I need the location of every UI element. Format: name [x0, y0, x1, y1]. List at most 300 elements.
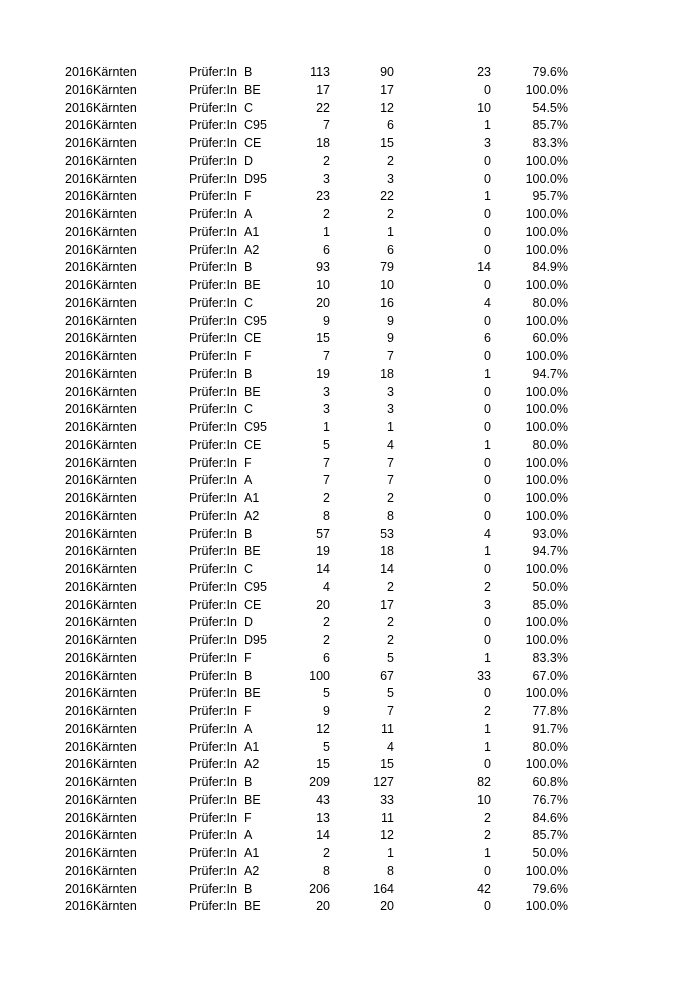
license-class-cell: D [244, 615, 254, 630]
region-cell: Kärnten [93, 260, 137, 275]
year-cell: 2016 [65, 899, 93, 914]
region-cell: Kärnten [93, 668, 137, 683]
total-count-cell: 19 [316, 366, 330, 381]
table-row [0, 330, 700, 348]
failed-count-cell: 0 [484, 278, 491, 292]
failed-count-cell: 0 [484, 473, 491, 488]
license-class-cell: A1 [244, 491, 260, 505]
year-cell: 2016 [65, 615, 93, 630]
license-class-cell: D95 [244, 633, 267, 647]
license-class-cell: CE [244, 136, 262, 150]
role-cell: Prüfer:In [189, 278, 237, 292]
passed-count-cell: 6 [387, 118, 394, 133]
table-row [0, 668, 700, 686]
region-cell: Kärnten [93, 278, 137, 292]
table-row [0, 100, 700, 118]
table-row [0, 224, 700, 242]
year-cell: 2016 [65, 207, 93, 221]
pass-rate-cell: 100.0% [525, 899, 568, 914]
passed-count-cell: 2 [387, 633, 394, 647]
region-cell: Kärnten [93, 615, 137, 630]
role-cell: Prüfer:In [189, 313, 237, 328]
failed-count-cell: 0 [484, 420, 491, 434]
region-cell: Kärnten [93, 562, 137, 576]
region-cell: Kärnten [93, 579, 137, 594]
failed-count-cell: 3 [484, 597, 491, 612]
total-count-cell: 7 [323, 118, 330, 133]
failed-count-cell: 0 [484, 562, 491, 576]
total-count-cell: 23 [316, 189, 330, 204]
region-cell: Kärnten [93, 349, 137, 363]
failed-count-cell: 6 [484, 331, 491, 346]
pass-rate-cell: 100.0% [525, 82, 568, 97]
passed-count-cell: 12 [380, 100, 394, 115]
year-cell: 2016 [65, 455, 93, 470]
total-count-cell: 15 [316, 331, 330, 346]
total-count-cell: 5 [323, 739, 330, 754]
pass-rate-cell: 100.0% [525, 402, 568, 417]
year-cell: 2016 [65, 775, 93, 789]
total-count-cell: 2 [323, 615, 330, 630]
total-count-cell: 10 [316, 278, 330, 292]
passed-count-cell: 7 [387, 349, 394, 363]
table-row [0, 64, 700, 82]
license-class-cell: F [244, 810, 252, 825]
role-cell: Prüfer:In [189, 757, 237, 772]
table-row [0, 401, 700, 419]
table-row [0, 792, 700, 810]
table-row [0, 490, 700, 508]
pass-rate-cell: 100.0% [525, 562, 568, 576]
passed-count-cell: 8 [387, 863, 394, 878]
table-row [0, 313, 700, 331]
table-row [0, 259, 700, 277]
failed-count-cell: 2 [484, 810, 491, 825]
year-cell: 2016 [65, 100, 93, 115]
total-count-cell: 22 [316, 100, 330, 115]
region-cell: Kärnten [93, 331, 137, 346]
region-cell: Kärnten [93, 881, 137, 896]
table-row [0, 366, 700, 384]
pass-rate-cell: 100.0% [525, 242, 568, 257]
table-row [0, 561, 700, 579]
total-count-cell: 3 [323, 402, 330, 417]
license-class-cell: B [244, 260, 253, 275]
year-cell: 2016 [65, 65, 93, 79]
total-count-cell: 15 [316, 757, 330, 772]
role-cell: Prüfer:In [189, 260, 237, 275]
role-cell: Prüfer:In [189, 455, 237, 470]
region-cell: Kärnten [93, 437, 137, 452]
license-class-cell: B [244, 775, 253, 789]
passed-count-cell: 11 [381, 721, 394, 736]
failed-count-cell: 0 [484, 402, 491, 417]
region-cell: Kärnten [93, 420, 137, 434]
total-count-cell: 7 [323, 349, 330, 363]
license-class-cell: A1 [244, 739, 260, 754]
license-class-cell: BE [244, 686, 261, 701]
table-row [0, 384, 700, 402]
table-row [0, 756, 700, 774]
year-cell: 2016 [65, 544, 93, 559]
pass-rate-cell: 84.6% [532, 810, 568, 825]
failed-count-cell: 42 [477, 881, 491, 896]
license-class-cell: C95 [244, 579, 267, 594]
year-cell: 2016 [65, 633, 93, 647]
table-row [0, 135, 700, 153]
table-row [0, 863, 700, 881]
license-class-cell: A [244, 473, 253, 488]
total-count-cell: 17 [316, 82, 330, 97]
year-cell: 2016 [65, 153, 93, 168]
table-row [0, 597, 700, 615]
year-cell: 2016 [65, 828, 93, 843]
passed-count-cell: 4 [387, 437, 394, 452]
license-class-cell: CE [244, 597, 262, 612]
region-cell: Kärnten [93, 810, 137, 825]
total-count-cell: 20 [316, 597, 330, 612]
role-cell: Prüfer:In [189, 686, 237, 701]
passed-count-cell: 18 [380, 544, 394, 559]
role-cell: Prüfer:In [189, 420, 237, 434]
failed-count-cell: 0 [484, 207, 491, 221]
license-class-cell: BE [244, 278, 261, 292]
license-class-cell: C95 [244, 313, 267, 328]
pass-rate-cell: 100.0% [525, 349, 568, 363]
pass-rate-cell: 84.9% [532, 260, 568, 275]
year-cell: 2016 [65, 508, 93, 523]
total-count-cell: 20 [316, 899, 330, 914]
pass-rate-cell: 85.7% [532, 828, 568, 843]
pass-rate-cell: 80.0% [532, 437, 568, 452]
year-cell: 2016 [65, 881, 93, 896]
region-cell: Kärnten [93, 739, 137, 754]
failed-count-cell: 1 [484, 846, 491, 860]
passed-count-cell: 53 [380, 526, 394, 541]
table-row [0, 898, 700, 916]
license-class-cell: BE [244, 792, 261, 807]
license-class-cell: F [244, 455, 252, 470]
license-class-cell: BE [244, 899, 261, 914]
table-row [0, 579, 700, 597]
region-cell: Kärnten [93, 704, 137, 718]
total-count-cell: 4 [323, 579, 330, 594]
license-class-cell: C [244, 402, 254, 417]
region-cell: Kärnten [93, 136, 137, 150]
table-row [0, 82, 700, 100]
pass-rate-cell: 100.0% [525, 224, 568, 239]
region-cell: Kärnten [93, 473, 137, 488]
passed-count-cell: 8 [387, 508, 394, 523]
year-cell: 2016 [65, 402, 93, 417]
role-cell: Prüfer:In [189, 100, 237, 115]
role-cell: Prüfer:In [189, 792, 237, 807]
pass-rate-cell: 100.0% [525, 686, 568, 701]
total-count-cell: 2 [323, 491, 330, 505]
failed-count-cell: 0 [484, 224, 491, 239]
passed-count-cell: 2 [387, 579, 394, 594]
license-class-cell: C95 [244, 118, 267, 133]
pass-rate-cell: 100.0% [525, 473, 568, 488]
year-cell: 2016 [65, 331, 93, 346]
failed-count-cell: 0 [484, 863, 491, 878]
table-row [0, 277, 700, 295]
total-count-cell: 209 [309, 775, 330, 789]
failed-count-cell: 0 [484, 633, 491, 647]
table-row [0, 703, 700, 721]
license-class-cell: A1 [244, 224, 260, 239]
total-count-cell: 2 [323, 846, 330, 860]
license-class-cell: B [244, 65, 253, 79]
table-row [0, 845, 700, 863]
table-row [0, 242, 700, 260]
region-cell: Kärnten [93, 863, 137, 878]
year-cell: 2016 [65, 242, 93, 257]
region-cell: Kärnten [93, 491, 137, 505]
license-class-cell: B [244, 668, 253, 683]
region-cell: Kärnten [93, 295, 137, 310]
failed-count-cell: 0 [484, 82, 491, 97]
table-row [0, 437, 700, 455]
year-cell: 2016 [65, 189, 93, 204]
year-cell: 2016 [65, 526, 93, 541]
license-class-cell: CE [244, 437, 262, 452]
license-class-cell: BE [244, 544, 261, 559]
pass-rate-cell: 80.0% [532, 295, 568, 310]
role-cell: Prüfer:In [189, 207, 237, 221]
license-class-cell: F [244, 650, 252, 665]
year-cell: 2016 [65, 473, 93, 488]
passed-count-cell: 2 [387, 491, 394, 505]
role-cell: Prüfer:In [189, 491, 237, 505]
table-row [0, 614, 700, 632]
license-class-cell: A2 [244, 508, 260, 523]
passed-count-cell: 1 [387, 420, 394, 434]
license-class-cell: BE [244, 384, 261, 399]
failed-count-cell: 1 [484, 366, 491, 381]
year-cell: 2016 [65, 136, 93, 150]
table-row [0, 188, 700, 206]
region-cell: Kärnten [93, 384, 137, 399]
year-cell: 2016 [65, 260, 93, 275]
role-cell: Prüfer:In [189, 668, 237, 683]
table-row [0, 295, 700, 313]
pass-rate-cell: 85.0% [532, 597, 568, 612]
failed-count-cell: 33 [477, 668, 491, 683]
year-cell: 2016 [65, 757, 93, 772]
table-row [0, 685, 700, 703]
role-cell: Prüfer:In [189, 615, 237, 630]
role-cell: Prüfer:In [189, 633, 237, 647]
failed-count-cell: 23 [477, 65, 491, 79]
year-cell: 2016 [65, 278, 93, 292]
passed-count-cell: 90 [380, 65, 394, 79]
pass-rate-cell: 100.0% [525, 491, 568, 505]
year-cell: 2016 [65, 739, 93, 754]
total-count-cell: 9 [323, 313, 330, 328]
role-cell: Prüfer:In [189, 473, 237, 488]
total-count-cell: 7 [323, 473, 330, 488]
pass-rate-cell: 91.7% [532, 721, 568, 736]
failed-count-cell: 14 [477, 260, 491, 275]
pass-rate-cell: 95.7% [532, 189, 568, 204]
year-cell: 2016 [65, 313, 93, 328]
total-count-cell: 2 [323, 633, 330, 647]
passed-count-cell: 2 [387, 207, 394, 221]
license-class-cell: A2 [244, 757, 260, 772]
role-cell: Prüfer:In [189, 437, 237, 452]
pass-rate-cell: 100.0% [525, 508, 568, 523]
table-row [0, 721, 700, 739]
table-row [0, 739, 700, 757]
table-row [0, 632, 700, 650]
table-row [0, 526, 700, 544]
failed-count-cell: 0 [484, 508, 491, 523]
total-count-cell: 43 [316, 792, 330, 807]
year-cell: 2016 [65, 349, 93, 363]
pass-rate-cell: 100.0% [525, 153, 568, 168]
license-class-cell: D [244, 153, 254, 168]
total-count-cell: 18 [316, 136, 330, 150]
role-cell: Prüfer:In [189, 544, 237, 559]
failed-count-cell: 0 [484, 899, 491, 914]
year-cell: 2016 [65, 224, 93, 239]
total-count-cell: 2 [323, 207, 330, 221]
region-cell: Kärnten [93, 455, 137, 470]
passed-count-cell: 4 [387, 739, 394, 754]
pass-rate-cell: 94.7% [532, 366, 568, 381]
year-cell: 2016 [65, 668, 93, 683]
pass-rate-cell: 100.0% [525, 278, 568, 292]
passed-count-cell: 17 [380, 82, 394, 97]
passed-count-cell: 1 [387, 846, 394, 860]
failed-count-cell: 4 [484, 295, 491, 310]
region-cell: Kärnten [93, 189, 137, 204]
pass-rate-cell: 50.0% [532, 579, 568, 594]
failed-count-cell: 1 [484, 189, 491, 204]
passed-count-cell: 3 [387, 402, 394, 417]
failed-count-cell: 2 [484, 828, 491, 843]
pass-rate-cell: 100.0% [525, 757, 568, 772]
region-cell: Kärnten [93, 171, 137, 186]
pass-rate-cell: 83.3% [532, 136, 568, 150]
failed-count-cell: 1 [484, 650, 491, 665]
year-cell: 2016 [65, 384, 93, 399]
passed-count-cell: 7 [387, 473, 394, 488]
region-cell: Kärnten [93, 899, 137, 914]
table-row [0, 472, 700, 490]
pass-rate-cell: 93.0% [532, 526, 568, 541]
total-count-cell: 3 [323, 171, 330, 186]
year-cell: 2016 [65, 171, 93, 186]
region-cell: Kärnten [93, 242, 137, 257]
license-class-cell: B [244, 526, 253, 541]
region-cell: Kärnten [93, 650, 137, 665]
pass-rate-cell: 54.5% [532, 100, 568, 115]
role-cell: Prüfer:In [189, 899, 237, 914]
failed-count-cell: 0 [484, 349, 491, 363]
failed-count-cell: 1 [484, 437, 491, 452]
year-cell: 2016 [65, 863, 93, 878]
year-cell: 2016 [65, 562, 93, 576]
passed-count-cell: 10 [380, 278, 394, 292]
region-cell: Kärnten [93, 544, 137, 559]
total-count-cell: 57 [316, 526, 330, 541]
pass-rate-cell: 79.6% [532, 65, 568, 79]
total-count-cell: 14 [316, 828, 330, 843]
passed-count-cell: 3 [387, 384, 394, 399]
license-class-cell: F [244, 704, 252, 718]
passed-count-cell: 12 [380, 828, 394, 843]
pass-rate-cell: 60.8% [532, 775, 568, 789]
role-cell: Prüfer:In [189, 810, 237, 825]
license-class-cell: BE [244, 82, 261, 97]
passed-count-cell: 164 [373, 881, 394, 896]
passed-count-cell: 15 [380, 136, 394, 150]
table-row [0, 881, 700, 899]
table-row [0, 543, 700, 561]
failed-count-cell: 1 [484, 739, 491, 754]
passed-count-cell: 17 [380, 597, 394, 612]
table-row [0, 153, 700, 171]
pass-rate-cell: 60.0% [532, 331, 568, 346]
table-row [0, 827, 700, 845]
region-cell: Kärnten [93, 118, 137, 133]
role-cell: Prüfer:In [189, 349, 237, 363]
license-class-cell: A [244, 721, 253, 736]
year-cell: 2016 [65, 721, 93, 736]
region-cell: Kärnten [93, 597, 137, 612]
table-row [0, 117, 700, 135]
total-count-cell: 2 [323, 153, 330, 168]
role-cell: Prüfer:In [189, 650, 237, 665]
year-cell: 2016 [65, 792, 93, 807]
total-count-cell: 5 [323, 437, 330, 452]
pass-rate-cell: 50.0% [532, 846, 568, 860]
table-row [0, 650, 700, 668]
license-class-cell: A1 [244, 846, 260, 860]
failed-count-cell: 0 [484, 491, 491, 505]
total-count-cell: 1 [323, 224, 330, 239]
total-count-cell: 8 [323, 508, 330, 523]
region-cell: Kärnten [93, 224, 137, 239]
total-count-cell: 3 [323, 384, 330, 399]
passed-count-cell: 67 [380, 668, 394, 683]
total-count-cell: 1 [323, 420, 330, 434]
total-count-cell: 6 [323, 650, 330, 665]
license-class-cell: C [244, 562, 254, 576]
role-cell: Prüfer:In [189, 881, 237, 896]
region-cell: Kärnten [93, 508, 137, 523]
failed-count-cell: 0 [484, 384, 491, 399]
passed-count-cell: 1 [387, 224, 394, 239]
pass-rate-cell: 85.7% [532, 118, 568, 133]
role-cell: Prüfer:In [189, 366, 237, 381]
role-cell: Prüfer:In [189, 704, 237, 718]
passed-count-cell: 7 [387, 455, 394, 470]
role-cell: Prüfer:In [189, 775, 237, 789]
year-cell: 2016 [65, 686, 93, 701]
year-cell: 2016 [65, 420, 93, 434]
license-class-cell: B [244, 366, 253, 381]
pass-rate-cell: 79.6% [532, 881, 568, 896]
license-class-cell: CE [244, 331, 262, 346]
failed-count-cell: 10 [477, 100, 491, 115]
pass-rate-cell: 76.7% [532, 792, 568, 807]
failed-count-cell: 0 [484, 313, 491, 328]
passed-count-cell: 2 [387, 153, 394, 168]
total-count-cell: 100 [309, 668, 330, 683]
